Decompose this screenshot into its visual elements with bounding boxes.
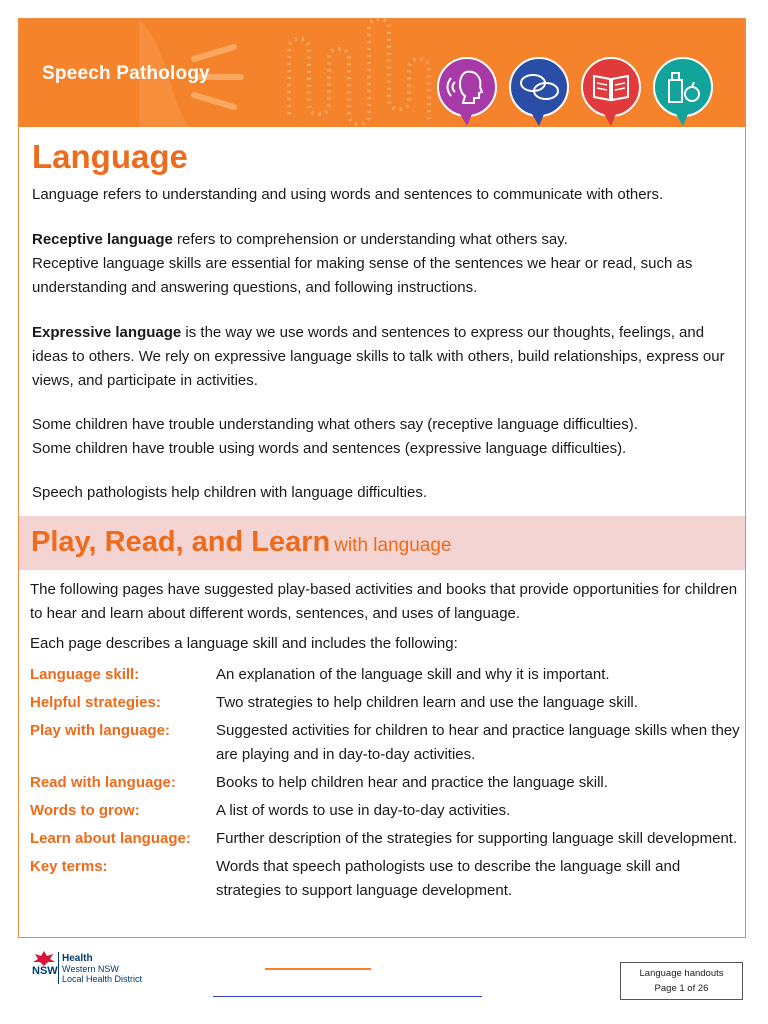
play-subheading: with language <box>334 535 452 556</box>
banner-title: Speech Pathology <box>42 63 210 84</box>
receptive-paragraph <box>32 228 742 300</box>
definition-row <box>30 827 742 851</box>
receptive-term: Receptive language <box>32 231 173 248</box>
definition-row <box>30 799 742 823</box>
definition-row <box>30 719 742 767</box>
definition-description: A list of words to use in day-to-day activities. <box>216 802 511 819</box>
definition-term: Language skill: <box>30 666 140 683</box>
definition-term: Words to grow: <box>30 802 140 819</box>
play-heading-text: Play, Read, and Learn <box>31 526 331 558</box>
play-blocks-icon <box>652 56 714 126</box>
play-read-learn-band <box>19 516 745 570</box>
definition-description: Two strategies to help children learn and use the language skill. <box>216 694 638 711</box>
expressive-difficulty: Some children have trouble using words and sentences (expressive language difficulties). <box>32 440 627 457</box>
logo-separator <box>58 952 59 984</box>
definition-row <box>30 855 742 903</box>
definition-description: Books to help children hear and practice the language skill. <box>216 774 608 791</box>
definition-term: Play with language: <box>30 722 171 739</box>
definitions-list <box>30 663 742 907</box>
definition-description: Suggested activities for children to hear and practice language skills when they are playing and in day-to-day activities. <box>216 722 740 763</box>
definition-term: Key terms: <box>30 858 108 875</box>
open-book-icon <box>580 56 642 126</box>
difficulties-paragraph <box>32 413 742 461</box>
waratah-logo-icon <box>32 950 56 966</box>
definition-description: Words that speech pathologists use to describe the language skill and strategies to support language development. <box>216 858 681 899</box>
receptive-difficulty: Some children have trouble understanding what others say (receptive language difficulties). <box>32 416 638 433</box>
nsw-logo-text: NSW <box>32 965 58 977</box>
definition-description: Further description of the strategies for supporting language skill development. <box>216 830 738 847</box>
footer-orange-rule <box>265 968 371 970</box>
language-heading: Language <box>32 138 188 175</box>
expressive-paragraph <box>32 321 742 393</box>
definition-term: Learn about language: <box>30 830 191 847</box>
help-statement: Speech pathologists help children with language difficulties. <box>32 484 427 501</box>
definition-row <box>30 771 742 795</box>
receptive-detail: Receptive language skills are essential for making sense of the sentences we hear or read, such as understanding and answering questions, and following instructions. <box>32 255 693 296</box>
footer-blue-rule <box>213 996 482 997</box>
definition-term: Read with language: <box>30 774 176 791</box>
speech-bubbles-icon <box>508 56 570 126</box>
page-info-box <box>620 962 743 1000</box>
play-heading <box>31 526 452 559</box>
language-intro: Language refers to understanding and using words and sentences to communicate with others. <box>32 186 664 203</box>
logo-district-line1: Western NSW <box>62 964 119 974</box>
receptive-definition: refers to comprehension or understanding what others say. <box>172 231 568 248</box>
logo-health: Health <box>62 953 93 964</box>
header-banner <box>19 19 745 127</box>
document-name: Language handouts <box>639 968 724 979</box>
footer-divider <box>19 937 745 938</box>
definition-description: An explanation of the language skill and why it is important. <box>216 666 610 683</box>
page-number: Page 1 of 26 <box>654 983 709 994</box>
definition-row <box>30 691 742 715</box>
expressive-term: Expressive language <box>32 324 182 341</box>
expressive-definition: is the way we use words and sentences to express our thoughts, feelings, and ideas to others. We rely on expressive language skills to talk with others, build relationships, express our views, and participate in activities. <box>32 324 725 389</box>
logo-district-line2: Local Health District <box>62 974 143 984</box>
play-intro: The following pages have suggested play-based activities and books that provide opportunities for children to hear and learn about different words, sentences, and uses of language. <box>30 581 738 622</box>
definition-row <box>30 663 742 687</box>
listening-head-icon <box>436 56 498 126</box>
definition-term: Helpful strategies: <box>30 694 161 711</box>
each-page-text: Each page describes a language skill and includes the following: <box>30 635 458 652</box>
